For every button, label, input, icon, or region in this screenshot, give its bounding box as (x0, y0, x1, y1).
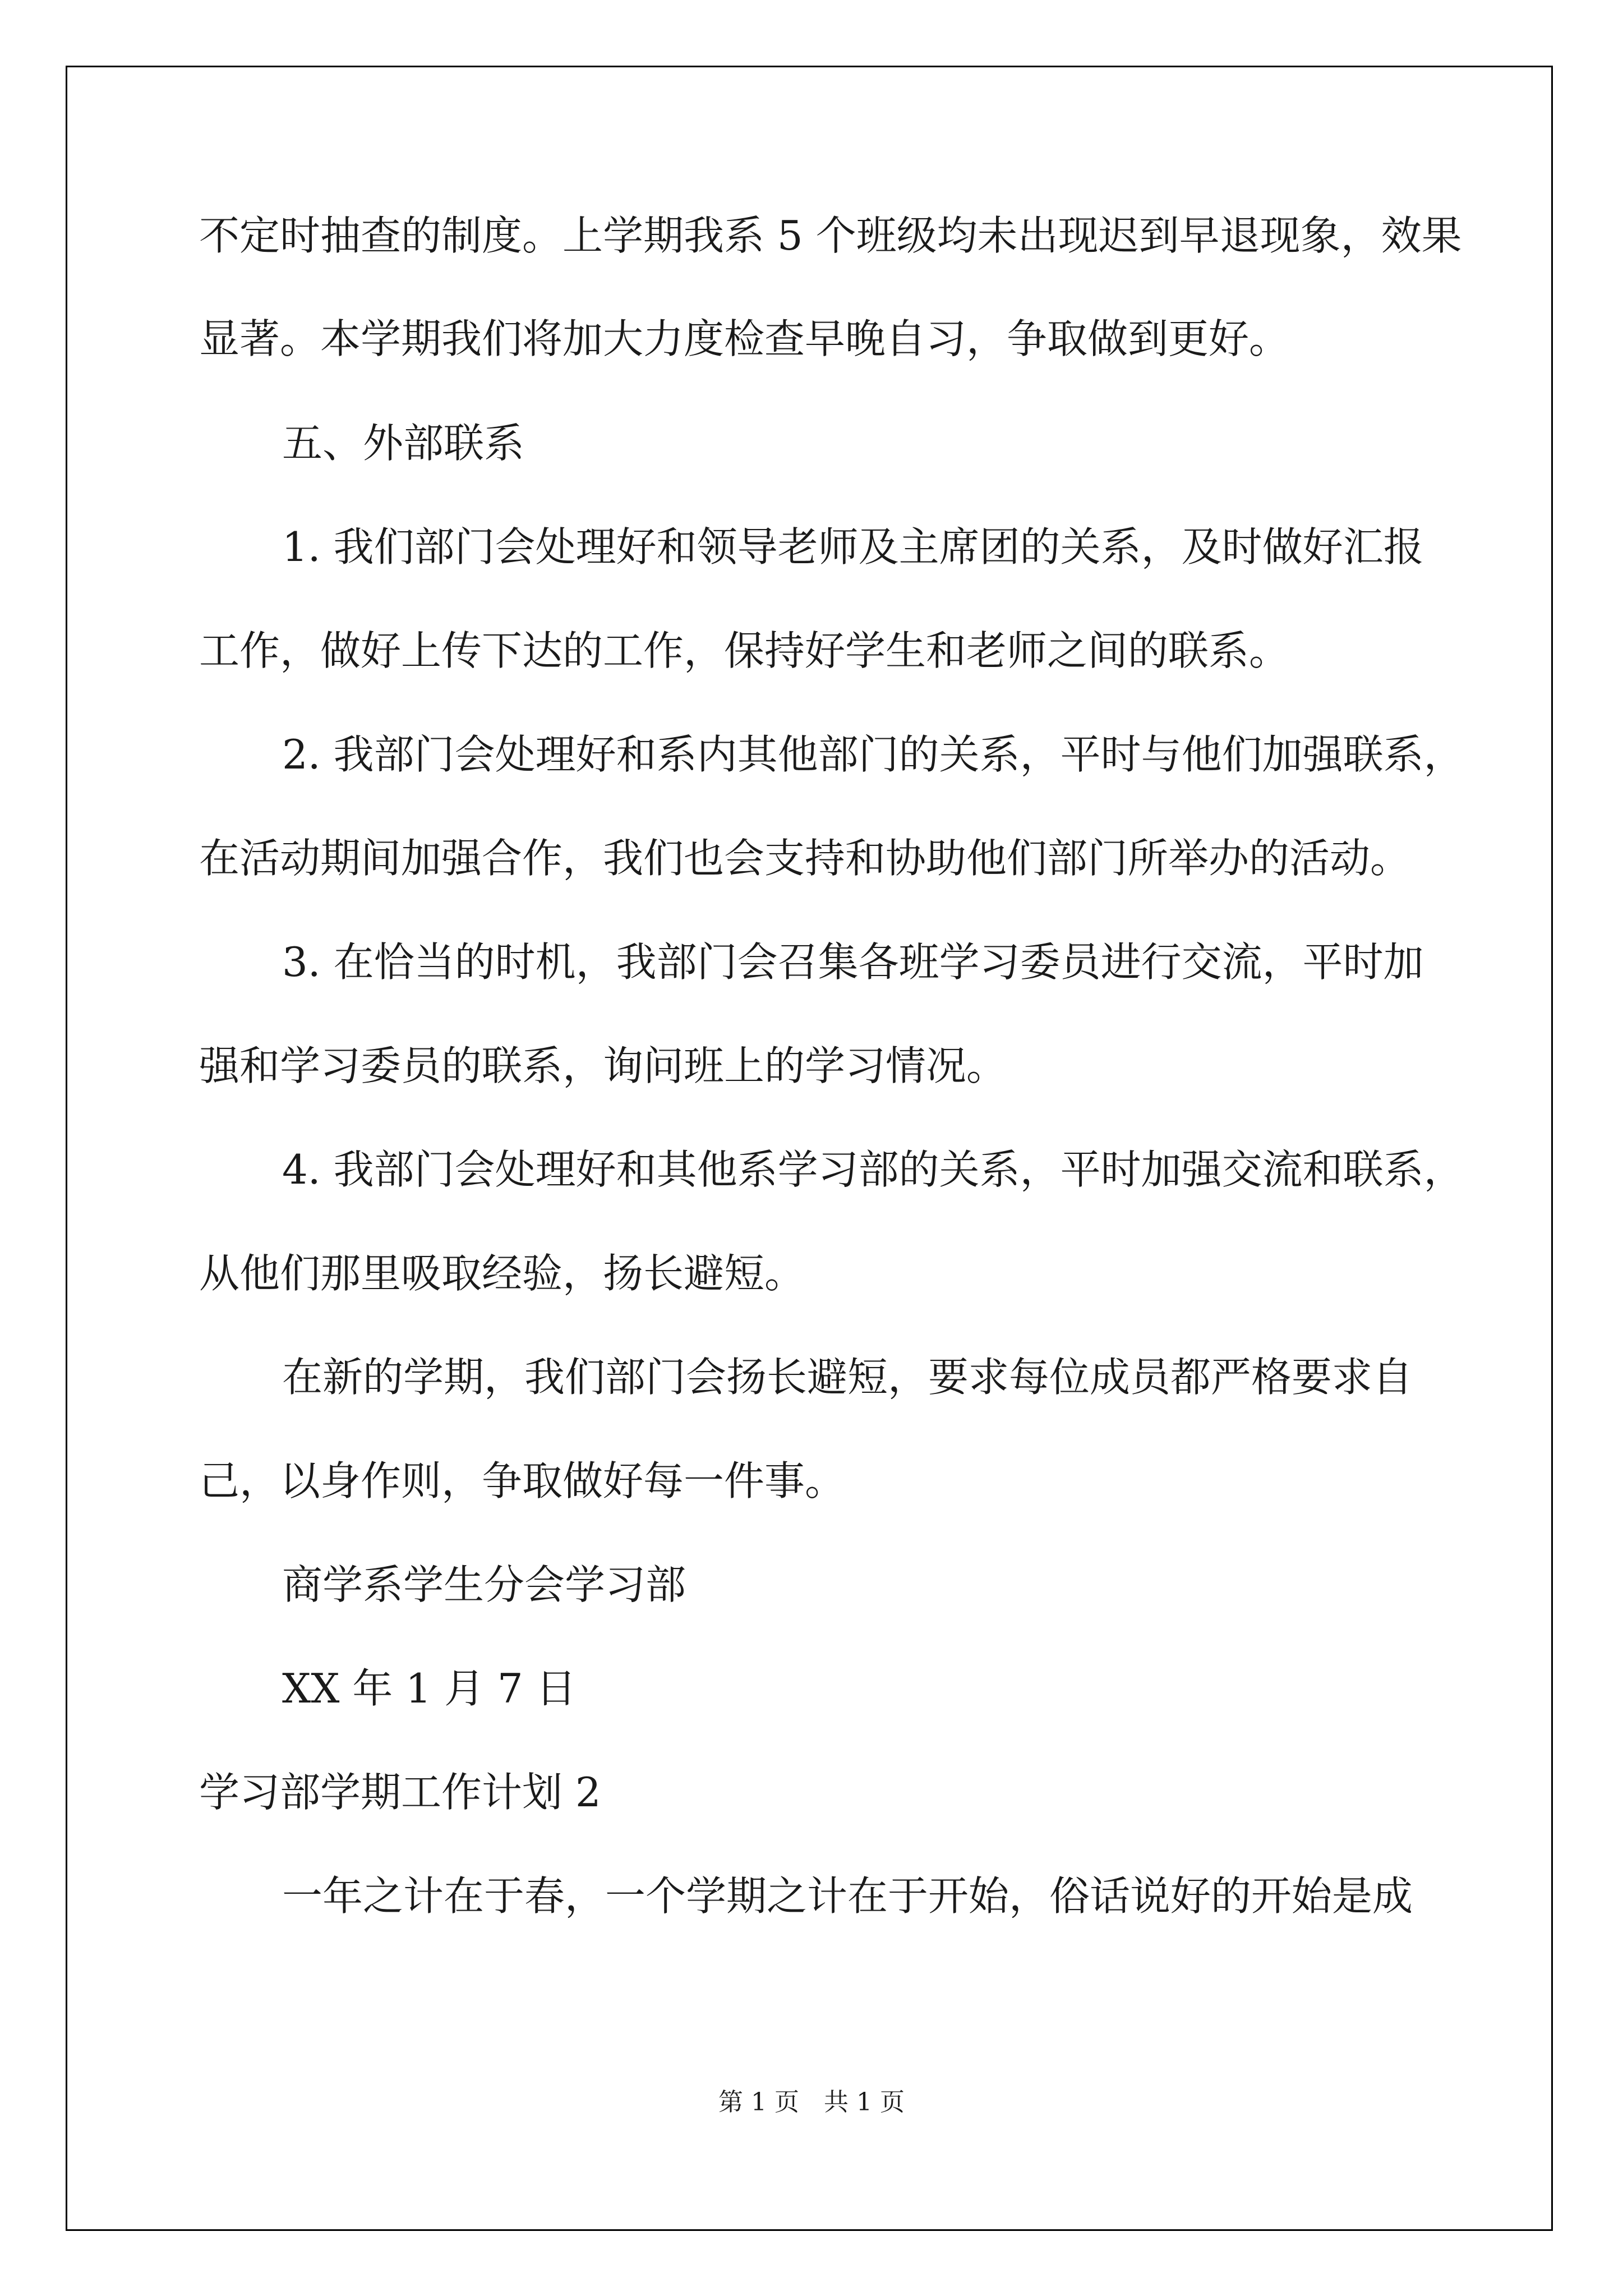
body-line: 强和学习委员的联系，询问班上的学习情况。 (199, 1042, 1007, 1089)
signature-date: XX 年 1 月 7 日 (282, 1665, 577, 1712)
body-line: 从他们那里吸取经验，扬长避短。 (199, 1250, 805, 1297)
body-line: 1. 我们部门会处理好和领导老师及主席团的关系，及时做好汇报 (282, 523, 1424, 570)
body-line: 工作，做好上传下达的工作，保持好学生和老师之间的联系。 (199, 627, 1290, 674)
document-title: 学习部学期工作计划 2 (199, 1769, 601, 1816)
body-line: 3. 在恰当的时机，我部门会召集各班学习委员进行交流，平时加 (282, 938, 1424, 986)
body-line: 己，以身作则，争取做好每一件事。 (199, 1457, 846, 1504)
body-line: 一年之计在于春，一个学期之计在于开始，俗话说好的开始是成 (282, 1872, 1413, 1920)
signature-department: 商学系学生分会学习部 (282, 1561, 686, 1608)
body-line: 4. 我部门会处理好和其他系学习部的关系，平时加强交流和联系， (282, 1146, 1464, 1193)
body-line: 不定时抽查的制度。上学期我系 5 个班级均未出现迟到早退现象，效果 (199, 212, 1462, 259)
section-heading: 五、外部联系 (282, 420, 525, 467)
page-number-footer: 第 1 页 共 1 页 (718, 2088, 905, 2116)
body-line: 在活动期间加强合作，我们也会支持和协助他们部门所举办的活动。 (199, 835, 1411, 882)
body-line: 2. 我部门会处理好和系内其他部门的关系，平时与他们加强联系， (282, 731, 1464, 778)
body-line: 在新的学期，我们部门会扬长避短，要求每位成员都严格要求自 (282, 1354, 1413, 1401)
body-line: 显著。本学期我们将加大力度检查早晚自习，争取做到更好。 (199, 315, 1290, 362)
